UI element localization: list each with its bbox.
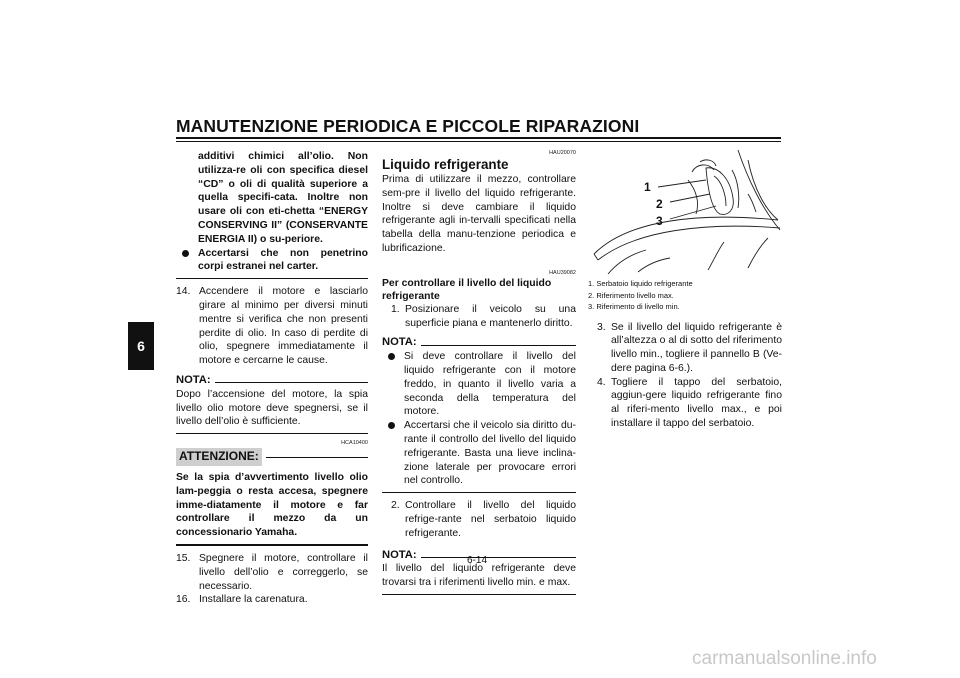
caption-item: 1. Serbatoio liquido refrigerante: [588, 279, 693, 288]
note-line: [421, 557, 576, 558]
note-bullet-list: [382, 350, 576, 488]
step-text: Controllare il livello del liquido refrige-rante nel serbatoio liquido refrigerante.: [405, 500, 576, 539]
caution-label: ATTENZIONE:: [176, 448, 262, 466]
step-4: [588, 376, 782, 431]
step-16: [176, 593, 368, 607]
chapter-tab: 6: [128, 322, 154, 370]
caution-code: HCA10400: [341, 440, 368, 447]
divider: [382, 492, 576, 493]
bullet-icon: [388, 353, 395, 360]
step-text: Posizionare il veicolo su una superficie piana e mantenerlo diritto.: [405, 303, 576, 329]
step-number: 16.: [176, 594, 191, 606]
oil-additive-warning: additivi chimici all’olio. Non utilizza-re oli con specifica diesel “CD” o oli di qualità superiore a quella specifi-cata. Inoltre non usare oli con eti-chetta “ENERGY CONSERVING II” (CONSERVANTE ENERGIA II) o su-periore.: [198, 151, 368, 245]
list-item: [382, 350, 576, 419]
divider: [176, 544, 368, 546]
note-line: [215, 382, 368, 383]
figure-label-2: 2: [656, 197, 663, 211]
bullet-text: Si deve controllare il livello del liquido refrigerante con il motore freddo, in quanto il livello varia a seconda della temperatura del motore.: [404, 351, 576, 418]
step-text: Togliere il tappo del serbatoio, aggiun-gere liquido refrigerante fino al riferi-mento livello max., e poi installare il tappo del serbatoio.: [611, 376, 782, 430]
oil-bullet-list: [176, 247, 368, 275]
subsection-code: HAU39082: [549, 269, 576, 276]
caution-heading: [176, 448, 368, 466]
divider: [382, 594, 576, 595]
step-number: 14.: [176, 286, 191, 298]
figure-label-3: 3: [656, 214, 663, 228]
note-label: NOTA:: [382, 336, 417, 349]
step-text: Installare la carenatura.: [199, 594, 308, 606]
column-middle: [382, 150, 576, 601]
note-line: [421, 345, 576, 346]
note-text: Dopo l’accensione del motore, la spia livello olio motore deve spegnersi, se il livello dell’olio è sufficiente.: [176, 388, 368, 428]
section-code: HAU20070: [549, 150, 576, 156]
bullet-text: Accertarsi che non penetrino corpi estranei nel carter.: [198, 247, 368, 273]
caption-item: 3. Riferimento di livello min.: [588, 302, 680, 311]
note-heading: [382, 336, 576, 350]
bullet-icon: [182, 250, 189, 257]
bullet-icon: [388, 422, 395, 429]
step-text: Spegnere il motore, controllare il livello dell’olio e correggerlo, se necessario.: [199, 552, 368, 592]
step-number: 2.: [391, 500, 400, 512]
step-number: 4.: [597, 376, 606, 388]
note-heading: [176, 374, 368, 388]
page-title: MANUTENZIONE PERIODICA E PICCOLE RIPARAZIONI: [176, 116, 640, 136]
step-number: 15.: [176, 552, 191, 564]
column-right: [588, 150, 782, 431]
subsection-title: Per controllare il livello del liquido refrigerante: [382, 277, 552, 302]
step-number: 3.: [597, 321, 606, 333]
note-text: Il livello del liquido refrigerante deve trovarsi tra i riferimenti livello min. e max.: [382, 563, 576, 589]
divider: [176, 433, 368, 434]
title-rule-thin: [176, 141, 781, 142]
watermark: carmanualsonline.info: [692, 648, 877, 669]
step-15: [176, 552, 368, 593]
column-left: [176, 150, 368, 607]
step-2: [382, 499, 576, 540]
divider: [176, 278, 368, 279]
step-number: 1.: [391, 303, 400, 315]
step-text: Se il livello del liquido refrigerante è all’altezza o al di sotto del riferimento livello min., togliere il pannello B (Ve-dere pagina 6-6.).: [611, 321, 782, 374]
list-item: [176, 247, 368, 275]
bullet-text: Accertarsi che il veicolo sia diritto du-rante il controllo del livello del liquido refrigerante. Basta una lieve inclina-zione laterale per provocare errori nel controllo.: [404, 420, 576, 487]
coolant-reservoir-illustration: [588, 150, 782, 276]
step-text: Accendere il motore e lasciarlo girare al minimo per diversi minuti mentre si verifica che non presenti perdite di olio. In caso di perdite di olio, spegnere immediatamente il motore e cercarne le cause.: [199, 286, 368, 367]
section-intro: Prima di utilizzare il mezzo, controllare sem-pre il livello del liquido refrigerante. Inoltre si deve cambiare il liquido refrigerante agli in-tervalli specificati nella tabella della manu-tenzione periodica e lubrificazione.: [382, 174, 576, 254]
note-label: NOTA:: [382, 548, 417, 561]
note-label: NOTA:: [176, 373, 211, 386]
list-item: [382, 419, 576, 488]
figure-label-1: 1: [644, 180, 651, 194]
title-rule: [176, 137, 781, 139]
section-title: Liquido refrigerante: [382, 157, 509, 172]
caution-text: Se la spia d’avvertimento livello olio lam-peggia o resta accesa, spegnere imme-diatamente il motore e far controllare il mezzo da un concessionario Yamaha.: [176, 471, 368, 539]
caption-item: 2. Riferimento livello max.: [588, 290, 674, 300]
caution-line: [266, 457, 368, 458]
step-14: [176, 285, 368, 368]
step-1: [382, 303, 576, 331]
step-3: [588, 321, 782, 376]
coolant-reservoir-figure: [588, 150, 782, 276]
page-number: 6-14: [467, 555, 488, 566]
figure-caption: [588, 278, 782, 313]
